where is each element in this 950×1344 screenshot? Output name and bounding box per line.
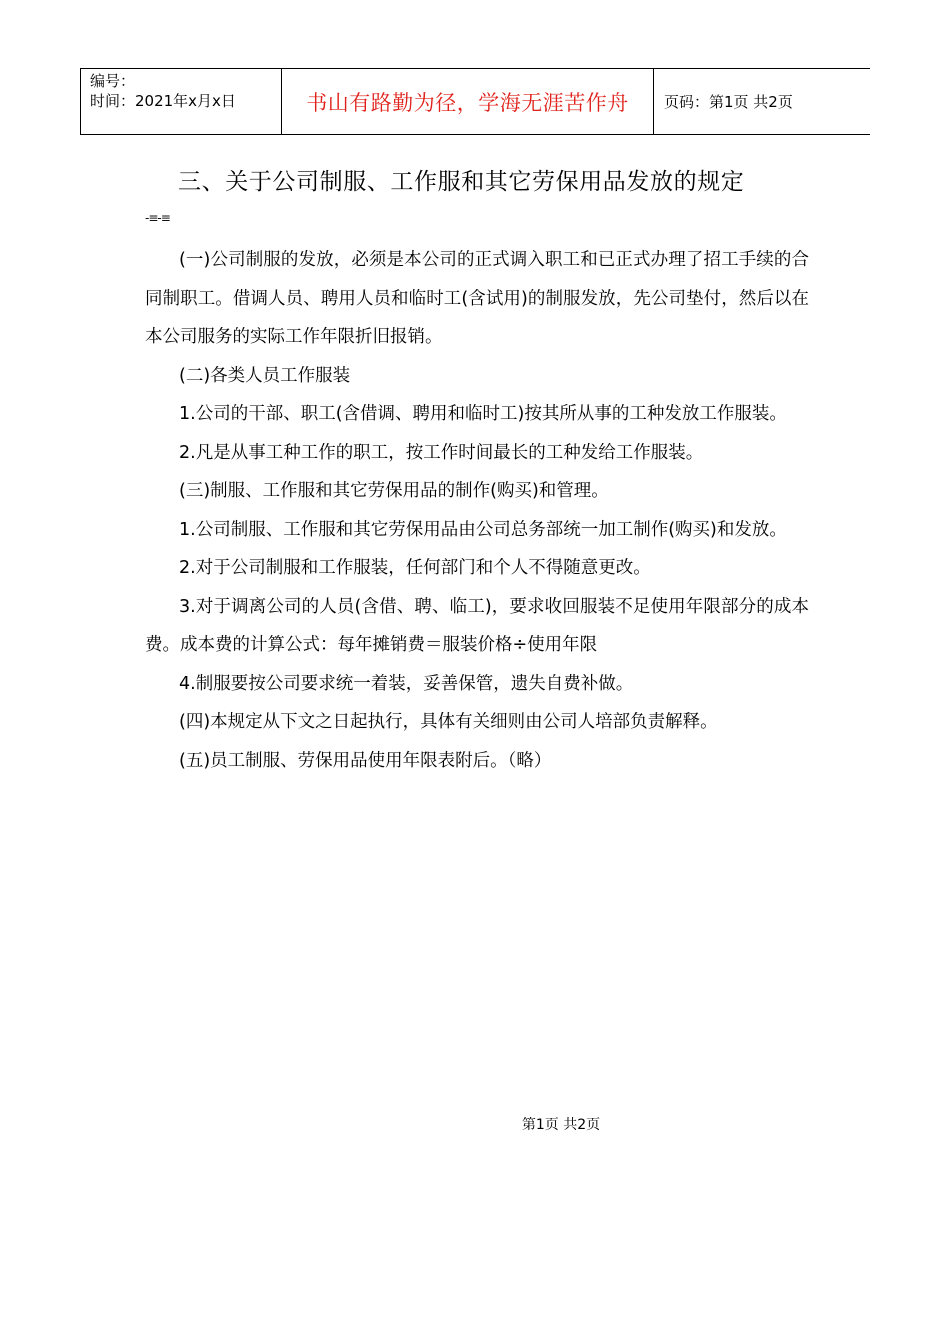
document-number-label: 编号： <box>90 72 136 90</box>
paragraph: (五)员工制服、劳保用品使用年限表附后。（略） <box>179 750 552 771</box>
paragraph: (四)本规定从下文之日起执行，具体有关细则由公司人培部负责解释。 <box>179 712 718 732</box>
header-motto-cell <box>282 69 654 134</box>
header-page-cell <box>654 69 870 134</box>
paragraph: (二)各类人员工作服装 <box>179 365 351 386</box>
header-meta-cell <box>81 69 282 134</box>
paragraph: (三)制服、工作服和其它劳保用品的制作(购买)和管理。 <box>179 481 609 501</box>
header-motto: 书山有路勤为径，学海无涯苦作舟 <box>306 90 629 115</box>
paragraph: 1.公司制服、工作服和其它劳保用品由公司总务部统一加工制作(购买)和发放。 <box>179 519 787 540</box>
paragraph: 1.公司的干部、职工(含借调、聘用和临时工)按其所从事的工种发放工作服装。 <box>179 404 787 424</box>
paragraph: 2.凡是从事工种工作的职工，按工作时间最长的工种发给工作服装。 <box>179 442 704 463</box>
document-time-label: 时间：2021年x月x日 <box>90 92 236 110</box>
paragraph: 4.制服要按公司要求统一着装，妥善保管，遗失自费补做。 <box>179 673 634 694</box>
header-table <box>80 68 870 135</box>
paragraph: (一)公司制服的发放，必须是本公司的正式调入职工和已正式办理了招工手续的合同制职工。借调人员、聘用人员和临时工(含试用)的制服发放，先公司垫付，然后以在本公司服务的实际工作年限折旧报销。 <box>145 250 809 347</box>
paragraph: 3.对于调离公司的人员(含借、聘、临工)，要求收回服装不足使用年限部分的成本费。成本费的计算公式：每年摊销费＝服装价格÷使用年限 <box>145 596 809 655</box>
document-title: 三、关于公司制服、工作服和其它劳保用品发放的规定 <box>178 169 745 195</box>
page-footer <box>0 1114 950 1134</box>
header-page-info: 页码：第1页 共2页 <box>664 93 793 111</box>
footer-page-number: 第1页 共2页 <box>521 1117 601 1133</box>
document-body <box>145 241 809 780</box>
title-ornament: -≡-≡ <box>145 211 170 225</box>
paragraph: 2.对于公司制服和工作服装，任何部门和个人不得随意更改。 <box>179 558 651 578</box>
